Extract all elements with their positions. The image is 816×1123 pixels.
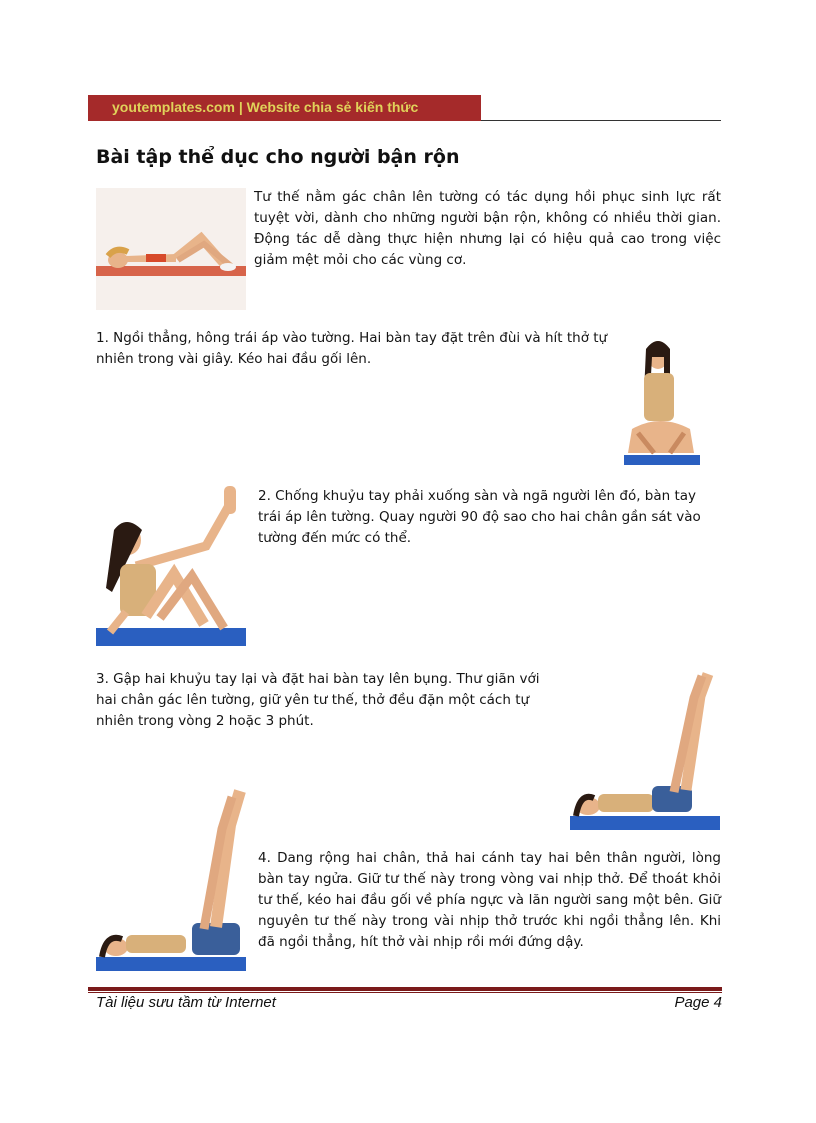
page-number: Page 4 bbox=[674, 994, 722, 1011]
step-1-text: 1. Ngồi thẳng, hông trái áp vào tường. Hai bàn tay đặt trên đùi và hít thở tự nhiên trong vài giây. Kéo hai đầu gối lên. bbox=[96, 330, 608, 367]
site-header-text: youtemplates.com | Website chia sẻ kiến thức bbox=[112, 99, 419, 115]
footer-rule-thin bbox=[88, 992, 722, 993]
step-2-photo bbox=[96, 482, 246, 648]
step-4-photo bbox=[96, 785, 246, 975]
step-1-photo bbox=[624, 333, 700, 469]
step-2-text: 2. Chống khuỷu tay phải xuống sàn và ngã người lên đó, bàn tay trái áp lên tường. Quay người 90 độ sao cho hai chân gần sát vào tường đến mức có thể. bbox=[258, 488, 701, 546]
step-3-photo bbox=[570, 666, 720, 834]
header-rule bbox=[481, 120, 721, 121]
footer-source: Tài liệu sưu tầm từ Internet bbox=[96, 994, 276, 1011]
step-3-text: 3. Gập hai khuỷu tay lại và đặt hai bàn tay lên bụng. Thư giãn với hai chân gác lên tường, giữ yên tư thế, thở đều đặn một cách tự nhiên trong vòng 2 hoặc 3 phút. bbox=[96, 671, 540, 729]
intro-photo bbox=[96, 188, 246, 310]
footer-rule bbox=[88, 987, 722, 991]
step-4-text: 4. Dang rộng hai chân, thả hai cánh tay hai bên thân người, lòng bàn tay ngửa. Giữ tư thế này trong vòng vai nhịp thở. Để thoát khỏi tư thế, kéo hai đầu gối về phía ngực và lăn người sang một bên. Giữ nguyên tư thế này trong vài nhịp thở trước khi ngồi thẳng lên. Khi đã ngồi thẳng, hít thở vài nhịp rồi mới đứng dậy. bbox=[258, 850, 721, 950]
page-title: Bài tập thể dục cho người bận rộn bbox=[96, 146, 460, 168]
intro-paragraph: Tư thế nằm gác chân lên tường có tác dụng hồi phục sinh lực rất tuyệt vời, dành cho những người bận rộn, không có nhiều thời gian. Động tác dễ dàng thực hiện nhưng lại có hiệu quả cao trong việc giảm mệt mỏi cho các vùng cơ. bbox=[254, 189, 721, 268]
